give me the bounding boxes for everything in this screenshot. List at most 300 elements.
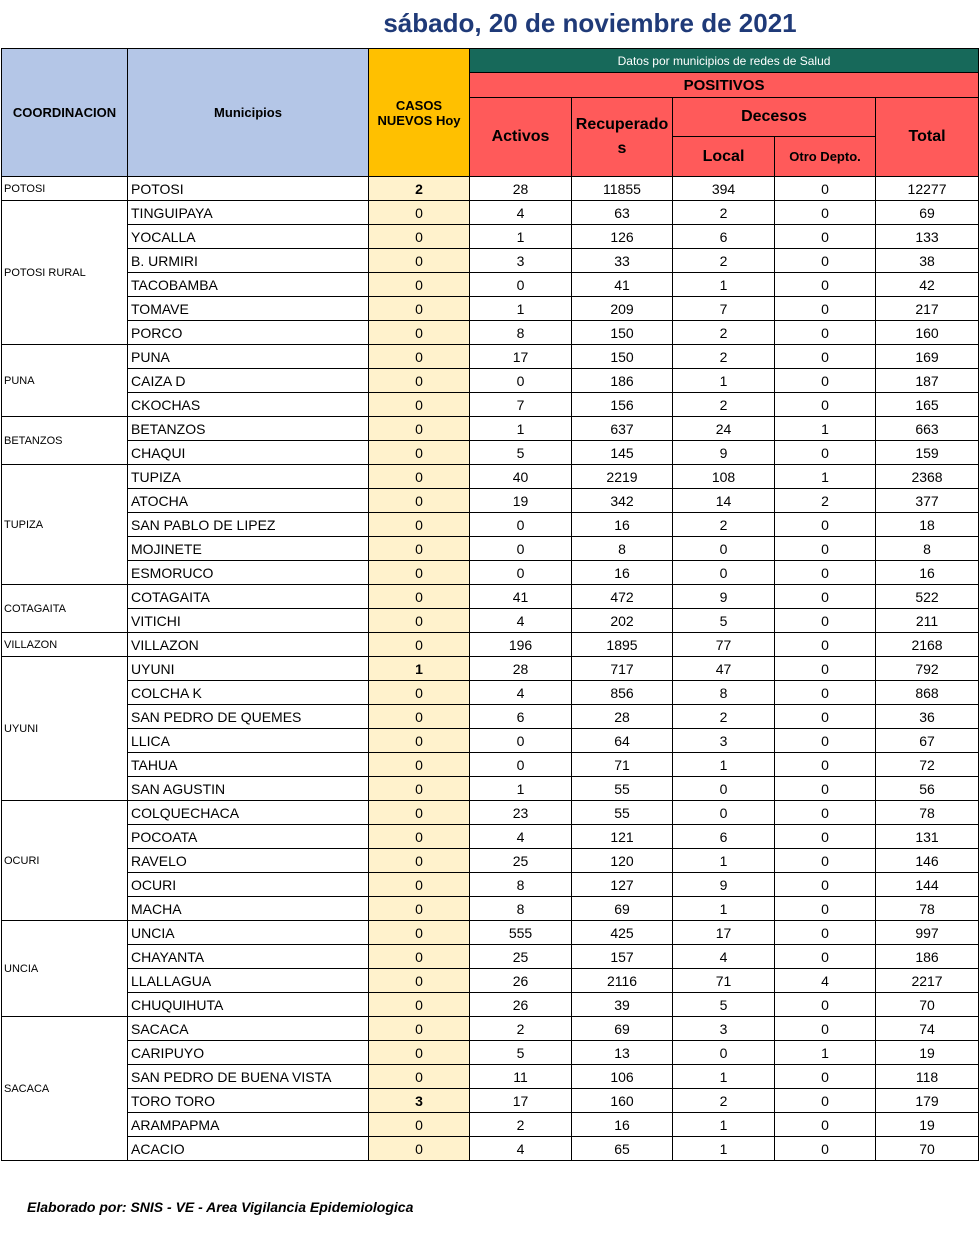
table-row [2, 177, 979, 201]
municipio-cell: SAN PEDRO DE BUENA VISTA [128, 1065, 369, 1089]
local-cell: 5 [673, 993, 775, 1017]
total-cell: 38 [876, 249, 979, 273]
recuperados-cell: 13 [572, 1041, 673, 1065]
total-cell: 165 [876, 393, 979, 417]
coordinacion-group [2, 417, 979, 465]
municipio-cell: PORCO [128, 321, 369, 345]
activos-cell: 41 [470, 585, 572, 609]
recuperados-cell: 157 [572, 945, 673, 969]
casos-nuevos-cell: 0 [369, 681, 470, 705]
total-cell: 997 [876, 921, 979, 945]
table-row [2, 897, 979, 921]
local-cell: 0 [673, 537, 775, 561]
otro-cell: 0 [775, 849, 876, 873]
total-cell: 146 [876, 849, 979, 873]
total-cell: 2217 [876, 969, 979, 993]
otro-cell: 0 [775, 705, 876, 729]
casos-nuevos-cell: 0 [369, 609, 470, 633]
header-datos-redes: Datos por municipios de redes de Salud [470, 49, 979, 73]
total-cell: 19 [876, 1113, 979, 1137]
table-row [2, 705, 979, 729]
activos-cell: 28 [470, 177, 572, 201]
otro-cell: 0 [775, 777, 876, 801]
local-cell: 1 [673, 753, 775, 777]
municipio-cell: CHUQUIHUTA [128, 993, 369, 1017]
municipio-cell: COLCHA K [128, 681, 369, 705]
activos-cell: 11 [470, 1065, 572, 1089]
casos-nuevos-cell: 0 [369, 777, 470, 801]
table-row [2, 345, 979, 369]
coordinacion-cell: TUPIZA [2, 465, 128, 585]
total-cell: 159 [876, 441, 979, 465]
otro-cell: 0 [775, 369, 876, 393]
local-cell: 9 [673, 585, 775, 609]
activos-cell: 0 [470, 369, 572, 393]
coordinacion-group [2, 633, 979, 657]
activos-cell: 1 [470, 297, 572, 321]
local-cell: 2 [673, 705, 775, 729]
coordinacion-cell: POTOSI [2, 177, 128, 201]
activos-cell: 0 [470, 537, 572, 561]
casos-nuevos-cell: 0 [369, 1065, 470, 1089]
recuperados-cell: 16 [572, 561, 673, 585]
table-row [2, 537, 979, 561]
local-cell: 7 [673, 297, 775, 321]
activos-cell: 5 [470, 441, 572, 465]
casos-nuevos-cell: 0 [369, 201, 470, 225]
header-otro-depto: Otro Depto. [775, 137, 876, 177]
report-date-title: sábado, 20 de noviembre de 2021 [383, 8, 797, 38]
table-row [2, 825, 979, 849]
table-row [2, 873, 979, 897]
total-cell: 118 [876, 1065, 979, 1089]
table-row [2, 393, 979, 417]
otro-cell: 4 [775, 969, 876, 993]
casos-nuevos-cell: 0 [369, 537, 470, 561]
municipio-cell: CKOCHAS [128, 393, 369, 417]
local-cell: 1 [673, 369, 775, 393]
total-cell: 522 [876, 585, 979, 609]
recuperados-cell: 55 [572, 801, 673, 825]
total-cell: 131 [876, 825, 979, 849]
total-cell: 69 [876, 201, 979, 225]
header-positivos: POSITIVOS [470, 73, 979, 98]
municipio-cell: SAN PABLO DE LIPEZ [128, 513, 369, 537]
recuperados-cell: 150 [572, 345, 673, 369]
otro-cell: 0 [775, 345, 876, 369]
local-cell: 3 [673, 1017, 775, 1041]
municipio-cell: TOMAVE [128, 297, 369, 321]
header-recuperados-line1: Recuperado [575, 116, 669, 133]
coordinacion-cell: VILLAZON [2, 633, 128, 657]
casos-nuevos-cell: 0 [369, 249, 470, 273]
recuperados-cell: 472 [572, 585, 673, 609]
activos-cell: 2 [470, 1017, 572, 1041]
table-row [2, 633, 979, 657]
coordinacion-group [2, 921, 979, 1017]
coordinacion-cell: UNCIA [2, 921, 128, 1017]
otro-cell: 0 [775, 225, 876, 249]
recuperados-cell: 2219 [572, 465, 673, 489]
municipio-cell: UYUNI [128, 657, 369, 681]
total-cell: 377 [876, 489, 979, 513]
recuperados-cell: 186 [572, 369, 673, 393]
total-cell: 36 [876, 705, 979, 729]
casos-nuevos-cell: 0 [369, 513, 470, 537]
local-cell: 1 [673, 849, 775, 873]
recuperados-cell: 126 [572, 225, 673, 249]
header-local: Local [673, 137, 775, 177]
table-row [2, 441, 979, 465]
table-row [2, 1065, 979, 1089]
otro-cell: 0 [775, 201, 876, 225]
recuperados-cell: 160 [572, 1089, 673, 1113]
municipio-cell: SACACA [128, 1017, 369, 1041]
recuperados-cell: 637 [572, 417, 673, 441]
total-cell: 217 [876, 297, 979, 321]
total-cell: 792 [876, 657, 979, 681]
activos-cell: 26 [470, 993, 572, 1017]
municipio-cell: MOJINETE [128, 537, 369, 561]
table-row [2, 369, 979, 393]
casos-nuevos-cell: 0 [369, 585, 470, 609]
total-cell: 19 [876, 1041, 979, 1065]
activos-cell: 8 [470, 321, 572, 345]
municipio-cell: CHAQUI [128, 441, 369, 465]
table-row [2, 465, 979, 489]
municipio-cell: TORO TORO [128, 1089, 369, 1113]
municipio-cell: B. URMIRI [128, 249, 369, 273]
header-coordinacion: COORDINACION [2, 49, 128, 177]
otro-cell: 0 [775, 585, 876, 609]
covid-municipal-table [1, 48, 979, 1161]
table-row [2, 297, 979, 321]
municipio-cell: LLICA [128, 729, 369, 753]
municipio-cell: ACACIO [128, 1137, 369, 1161]
header-recuperados [572, 98, 673, 177]
municipio-cell: BETANZOS [128, 417, 369, 441]
activos-cell: 40 [470, 465, 572, 489]
casos-nuevos-cell: 0 [369, 921, 470, 945]
casos-nuevos-cell: 0 [369, 465, 470, 489]
coordinacion-cell: OCURI [2, 801, 128, 921]
municipio-cell: POTOSI [128, 177, 369, 201]
local-cell: 8 [673, 681, 775, 705]
municipio-cell: ATOCHA [128, 489, 369, 513]
otro-cell: 0 [775, 921, 876, 945]
table-row [2, 201, 979, 225]
otro-cell: 0 [775, 633, 876, 657]
otro-cell: 0 [775, 753, 876, 777]
casos-nuevos-cell: 0 [369, 393, 470, 417]
activos-cell: 0 [470, 513, 572, 537]
municipio-cell: TACOBAMBA [128, 273, 369, 297]
total-cell: 160 [876, 321, 979, 345]
total-cell: 2168 [876, 633, 979, 657]
activos-cell: 5 [470, 1041, 572, 1065]
recuperados-cell: 342 [572, 489, 673, 513]
municipio-cell: LLALLAGUA [128, 969, 369, 993]
municipio-cell: POCOATA [128, 825, 369, 849]
local-cell: 2 [673, 201, 775, 225]
activos-cell: 23 [470, 801, 572, 825]
activos-cell: 7 [470, 393, 572, 417]
footer-credit: Elaborado por: SNIS - VE - Area Vigilancia Epidemiologica [27, 1199, 414, 1215]
activos-cell: 19 [470, 489, 572, 513]
activos-cell: 2 [470, 1113, 572, 1137]
local-cell: 2 [673, 1089, 775, 1113]
recuperados-cell: 8 [572, 537, 673, 561]
casos-nuevos-cell: 2 [369, 177, 470, 201]
local-cell: 6 [673, 825, 775, 849]
table-row [2, 1089, 979, 1113]
local-cell: 108 [673, 465, 775, 489]
coordinacion-cell: BETANZOS [2, 417, 128, 465]
recuperados-cell: 120 [572, 849, 673, 873]
local-cell: 2 [673, 513, 775, 537]
casos-nuevos-cell: 0 [369, 897, 470, 921]
total-cell: 78 [876, 801, 979, 825]
local-cell: 47 [673, 657, 775, 681]
total-cell: 18 [876, 513, 979, 537]
activos-cell: 26 [470, 969, 572, 993]
table-row [2, 1137, 979, 1161]
local-cell: 2 [673, 249, 775, 273]
otro-cell: 0 [775, 945, 876, 969]
table-row [2, 969, 979, 993]
total-cell: 12277 [876, 177, 979, 201]
total-cell: 211 [876, 609, 979, 633]
otro-cell: 0 [775, 1017, 876, 1041]
casos-nuevos-cell: 0 [369, 297, 470, 321]
otro-cell: 0 [775, 249, 876, 273]
municipio-cell: YOCALLA [128, 225, 369, 249]
municipio-cell: SAN AGUSTIN [128, 777, 369, 801]
municipio-cell: RAVELO [128, 849, 369, 873]
recuperados-cell: 11855 [572, 177, 673, 201]
casos-nuevos-cell: 0 [369, 489, 470, 513]
local-cell: 5 [673, 609, 775, 633]
casos-nuevos-cell: 0 [369, 969, 470, 993]
activos-cell: 4 [470, 609, 572, 633]
otro-cell: 2 [775, 489, 876, 513]
otro-cell: 0 [775, 177, 876, 201]
table-row [2, 321, 979, 345]
total-cell: 186 [876, 945, 979, 969]
coordinacion-group [2, 201, 979, 345]
activos-cell: 8 [470, 873, 572, 897]
coordinacion-group [2, 345, 979, 417]
header-total: Total [876, 98, 979, 177]
recuperados-cell: 64 [572, 729, 673, 753]
recuperados-cell: 425 [572, 921, 673, 945]
table-row [2, 225, 979, 249]
municipio-cell: COTAGAITA [128, 585, 369, 609]
casos-nuevos-cell: 0 [369, 321, 470, 345]
local-cell: 0 [673, 777, 775, 801]
activos-cell: 25 [470, 945, 572, 969]
recuperados-cell: 28 [572, 705, 673, 729]
total-cell: 42 [876, 273, 979, 297]
casos-nuevos-cell: 0 [369, 273, 470, 297]
municipio-cell: COLQUECHACA [128, 801, 369, 825]
table-row [2, 849, 979, 873]
recuperados-cell: 127 [572, 873, 673, 897]
activos-cell: 3 [470, 249, 572, 273]
otro-cell: 0 [775, 1065, 876, 1089]
recuperados-cell: 65 [572, 1137, 673, 1161]
otro-cell: 0 [775, 1089, 876, 1113]
table-row [2, 489, 979, 513]
otro-cell: 0 [775, 441, 876, 465]
total-cell: 8 [876, 537, 979, 561]
casos-nuevos-cell: 3 [369, 1089, 470, 1113]
recuperados-cell: 55 [572, 777, 673, 801]
coordinacion-cell: UYUNI [2, 657, 128, 801]
otro-cell: 1 [775, 1041, 876, 1065]
total-cell: 16 [876, 561, 979, 585]
casos-nuevos-cell: 0 [369, 369, 470, 393]
local-cell: 1 [673, 1137, 775, 1161]
otro-cell: 0 [775, 1137, 876, 1161]
activos-cell: 28 [470, 657, 572, 681]
local-cell: 17 [673, 921, 775, 945]
recuperados-cell: 1895 [572, 633, 673, 657]
local-cell: 6 [673, 225, 775, 249]
coordinacion-cell: PUNA [2, 345, 128, 417]
local-cell: 2 [673, 393, 775, 417]
table-row [2, 657, 979, 681]
casos-nuevos-cell: 0 [369, 633, 470, 657]
local-cell: 1 [673, 1113, 775, 1137]
casos-nuevos-cell: 0 [369, 1113, 470, 1137]
activos-cell: 196 [470, 633, 572, 657]
otro-cell: 0 [775, 825, 876, 849]
casos-nuevos-cell: 0 [369, 1137, 470, 1161]
table-row [2, 585, 979, 609]
recuperados-cell: 63 [572, 201, 673, 225]
casos-nuevos-cell: 0 [369, 441, 470, 465]
table-row [2, 513, 979, 537]
table-row [2, 561, 979, 585]
recuperados-cell: 121 [572, 825, 673, 849]
table-row [2, 1113, 979, 1137]
activos-cell: 1 [470, 225, 572, 249]
total-cell: 70 [876, 993, 979, 1017]
otro-cell: 1 [775, 417, 876, 441]
otro-cell: 0 [775, 321, 876, 345]
municipio-cell: ESMORUCO [128, 561, 369, 585]
activos-cell: 4 [470, 825, 572, 849]
header-casos-nuevos: CASOS NUEVOS Hoy [369, 49, 470, 177]
recuperados-cell: 16 [572, 513, 673, 537]
table-row [2, 1017, 979, 1041]
recuperados-cell: 150 [572, 321, 673, 345]
header-recuperados-line2: s [617, 140, 627, 157]
table-row [2, 777, 979, 801]
otro-cell: 0 [775, 537, 876, 561]
table-row [2, 249, 979, 273]
recuperados-cell: 71 [572, 753, 673, 777]
recuperados-cell: 16 [572, 1113, 673, 1137]
recuperados-cell: 156 [572, 393, 673, 417]
total-cell: 67 [876, 729, 979, 753]
recuperados-cell: 209 [572, 297, 673, 321]
local-cell: 3 [673, 729, 775, 753]
otro-cell: 0 [775, 729, 876, 753]
recuperados-cell: 41 [572, 273, 673, 297]
casos-nuevos-cell: 0 [369, 345, 470, 369]
activos-cell: 4 [470, 681, 572, 705]
table-row [2, 993, 979, 1017]
local-cell: 9 [673, 873, 775, 897]
activos-cell: 0 [470, 561, 572, 585]
municipio-cell: VITICHI [128, 609, 369, 633]
otro-cell: 0 [775, 801, 876, 825]
total-cell: 169 [876, 345, 979, 369]
coordinacion-group [2, 465, 979, 585]
total-cell: 144 [876, 873, 979, 897]
total-cell: 187 [876, 369, 979, 393]
local-cell: 0 [673, 801, 775, 825]
table-row [2, 609, 979, 633]
coordinacion-group [2, 177, 979, 201]
otro-cell: 0 [775, 1113, 876, 1137]
recuperados-cell: 202 [572, 609, 673, 633]
municipio-cell: CARIPUYO [128, 1041, 369, 1065]
casos-nuevos-cell: 0 [369, 1041, 470, 1065]
activos-cell: 0 [470, 729, 572, 753]
table-row [2, 801, 979, 825]
activos-cell: 8 [470, 897, 572, 921]
municipio-cell: ARAMPAPMA [128, 1113, 369, 1137]
municipio-cell: VILLAZON [128, 633, 369, 657]
otro-cell: 0 [775, 993, 876, 1017]
total-cell: 74 [876, 1017, 979, 1041]
municipio-cell: CHAYANTA [128, 945, 369, 969]
total-cell: 868 [876, 681, 979, 705]
casos-nuevos-cell: 0 [369, 873, 470, 897]
municipio-cell: PUNA [128, 345, 369, 369]
coordinacion-group [2, 585, 979, 633]
local-cell: 9 [673, 441, 775, 465]
local-cell: 1 [673, 273, 775, 297]
recuperados-cell: 39 [572, 993, 673, 1017]
total-cell: 78 [876, 897, 979, 921]
local-cell: 2 [673, 345, 775, 369]
municipio-cell: TUPIZA [128, 465, 369, 489]
casos-nuevos-cell: 0 [369, 753, 470, 777]
coordinacion-group [2, 657, 979, 801]
activos-cell: 0 [470, 753, 572, 777]
recuperados-cell: 69 [572, 897, 673, 921]
municipio-cell: TAHUA [128, 753, 369, 777]
activos-cell: 555 [470, 921, 572, 945]
table-row [2, 753, 979, 777]
casos-nuevos-cell: 0 [369, 945, 470, 969]
otro-cell: 0 [775, 297, 876, 321]
coordinacion-group [2, 801, 979, 921]
recuperados-cell: 856 [572, 681, 673, 705]
activos-cell: 1 [470, 777, 572, 801]
casos-nuevos-cell: 0 [369, 993, 470, 1017]
total-cell: 663 [876, 417, 979, 441]
casos-nuevos-cell: 0 [369, 849, 470, 873]
activos-cell: 17 [470, 345, 572, 369]
recuperados-cell: 106 [572, 1065, 673, 1089]
local-cell: 77 [673, 633, 775, 657]
local-cell: 4 [673, 945, 775, 969]
